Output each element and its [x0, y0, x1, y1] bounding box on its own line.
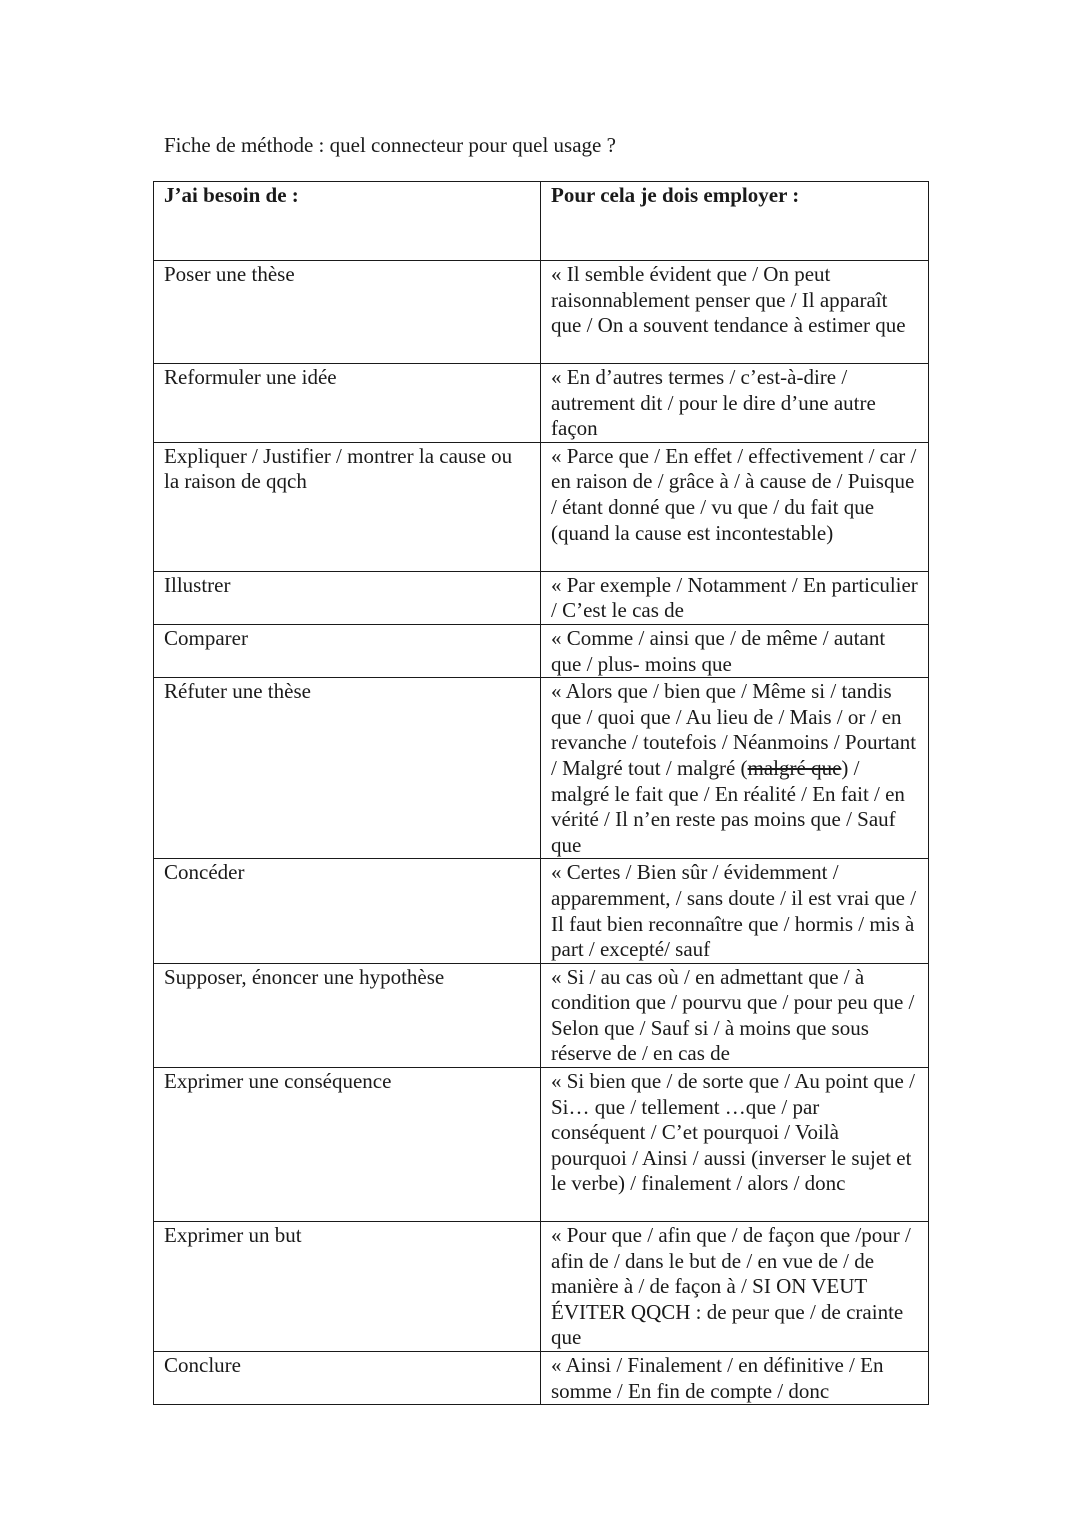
row-use: « Par exemple / Notamment / En particulier / C’est le cas de — [541, 571, 929, 624]
row-need: Illustrer — [154, 571, 541, 624]
table-row — [154, 364, 929, 443]
page-title: Fiche de méthode : quel connecteur pour quel usage ? — [164, 133, 616, 157]
row-use: « Si / au cas où / en admettant que / à condition que / pourvu que / pour peu que / Selon que / Sauf si / à moins que sous réserve de / en cas de — [541, 963, 929, 1067]
header-need: J’ai besoin de : — [154, 182, 541, 261]
row-need: Conclure — [154, 1352, 541, 1405]
row-need: Exprimer une conséquence — [154, 1068, 541, 1222]
row-use: « Il semble évident que / On peut raisonnablement penser que / Il apparaît que / On a souvent tendance à estimer que — [541, 261, 929, 364]
table-row — [154, 261, 929, 364]
row-use-before: « Alors que / bien que / Même si / tandis que / quoi que / Au lieu de / Mais / or / en revanche / toutefois / Néanmoins / Pourtant / Malgré tout / malgré ( — [551, 679, 917, 780]
table-row — [154, 1222, 929, 1352]
row-use: « En d’autres termes / c’est-à-dire / autrement dit / pour le dire d’une autre façon — [541, 364, 929, 443]
table-row — [154, 678, 929, 859]
row-need: Concéder — [154, 859, 541, 963]
row-use — [541, 678, 929, 859]
row-need: Expliquer / Justifier / montrer la cause ou la raison de qqch — [154, 442, 541, 571]
row-use-after: ) / malgré le fait que / En réalité / En fait / en vérité / Il n’en reste pas moins que / Sauf que — [551, 755, 905, 857]
row-use: « Certes / Bien sûr / évidemment / apparemment, / sans doute / il est vrai que / Il faut bien reconnaître que / hormis / mis à part / excepté/ sauf — [541, 859, 929, 963]
row-need: Exprimer un but — [154, 1222, 541, 1352]
row-need: Supposer, énoncer une hypothèse — [154, 963, 541, 1067]
struck-text: malgré que — [747, 755, 842, 780]
table-row — [154, 1352, 929, 1405]
connectors-table — [153, 181, 929, 1405]
row-need: Reformuler une idée — [154, 364, 541, 443]
row-need: Poser une thèse — [154, 261, 541, 364]
table-header-row — [154, 182, 929, 261]
row-use: « Ainsi / Finalement / en définitive / En somme / En fin de compte / donc — [541, 1352, 929, 1405]
row-need: Réfuter une thèse — [154, 678, 541, 859]
row-use: « Si bien que / de sorte que / Au point que / Si… que / tellement …que / par conséquent / C’et pourquoi / Voilà pourquoi / Ainsi / aussi (inverser le sujet et le verbe) / finalement / alors / donc — [541, 1068, 929, 1222]
row-use: « Pour que / afin que / de façon que /pour / afin de / dans le but de / en vue de / de manière à / de façon à / SI ON VEUT ÉVITER QQCH : de peur que / de crainte que — [541, 1222, 929, 1352]
row-need: Comparer — [154, 624, 541, 677]
table-row — [154, 571, 929, 624]
header-use: Pour cela je dois employer : — [541, 182, 929, 261]
table-row — [154, 442, 929, 571]
table-row — [154, 859, 929, 963]
table-row — [154, 1068, 929, 1222]
table-row — [154, 963, 929, 1067]
row-use: « Comme / ainsi que / de même / autant que / plus- moins que — [541, 624, 929, 677]
row-use: « Parce que / En effet / effectivement / car / en raison de / grâce à / à cause de / Puisque / étant donné que / vu que / du fait que (quand la cause est incontestable) — [541, 442, 929, 571]
table-row — [154, 624, 929, 677]
